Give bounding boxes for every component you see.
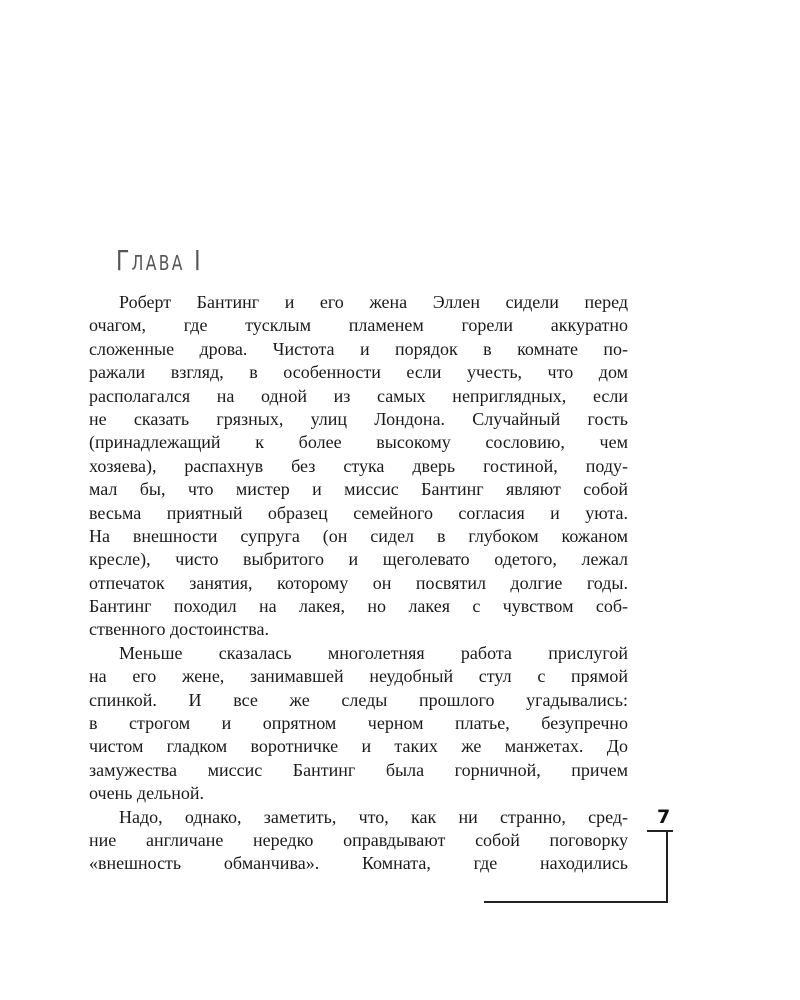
text-line: Бантинг походил на лакея, но лакея с чувством соб- — [89, 596, 628, 617]
text-line: «внешность обманчива». Комната, где находились — [89, 853, 628, 874]
text-line: очень дельной. — [89, 783, 205, 804]
text-line: замужества миссис Бантинг была горничной, причем — [89, 759, 628, 780]
text-line: чистом гладком воротничке и таких же манжетах. До — [89, 736, 628, 757]
text-line: в строгом и опрятном черном платье, безупречно — [89, 713, 628, 734]
text-line: мал бы, что мистер и миссис Бантинг являют собой — [89, 479, 628, 500]
text-line: Роберт Бантинг и его жена Эллен сидели перед — [119, 292, 628, 312]
text-line: на его жене, занимавшей неудобный стул с прямой — [89, 666, 628, 687]
page-number-rule-bottom — [484, 901, 668, 903]
text-line: На внешности супруга (он сидел в глубоком кожаном — [89, 525, 628, 546]
text-line: (принадлежащий к более высокому сословию, чем — [89, 432, 628, 453]
text-line: ственного достоинства. — [89, 619, 270, 640]
chapter-title: Глава I — [116, 244, 203, 277]
text-line: хозяева), распахнув без стука дверь гостиной, поду- — [89, 455, 628, 476]
text-line: весьма приятный образец семейного согласия и уюта. — [89, 502, 628, 523]
text-line: кресле), чисто выбритого и щеголевато одетого, лежал — [89, 549, 628, 570]
text-line: сложенные дрова. Чистота и порядок в комнате по- — [89, 338, 628, 359]
text-line: располагался на одной из самых неприглядных, если — [89, 385, 628, 406]
text-line: отпечаток занятия, которому он посвятил долгие годы. — [89, 572, 628, 593]
text-line: ражали взгляд, в особенности если учесть, что дом — [89, 362, 628, 383]
page-number-rule-top — [647, 830, 673, 832]
page-number-rule-vertical — [666, 830, 668, 902]
body-text — [89, 291, 628, 876]
text-line: Надо, однако, заметить, что, как ни странно, сред- — [119, 806, 628, 827]
text-line: не сказать грязных, улиц Лондона. Случайный гость — [89, 408, 628, 429]
text-line: спинкой. И все же следы прошлого угадывались: — [89, 689, 628, 710]
page-number: 7 — [657, 806, 671, 828]
text-line: ние англичане нередко оправдывают собой поговорку — [89, 829, 628, 850]
text-line: Меньше сказалась многолетняя работа прислугой — [119, 642, 628, 663]
text-line: очагом, где тусклым пламенем горели аккуратно — [89, 315, 628, 336]
